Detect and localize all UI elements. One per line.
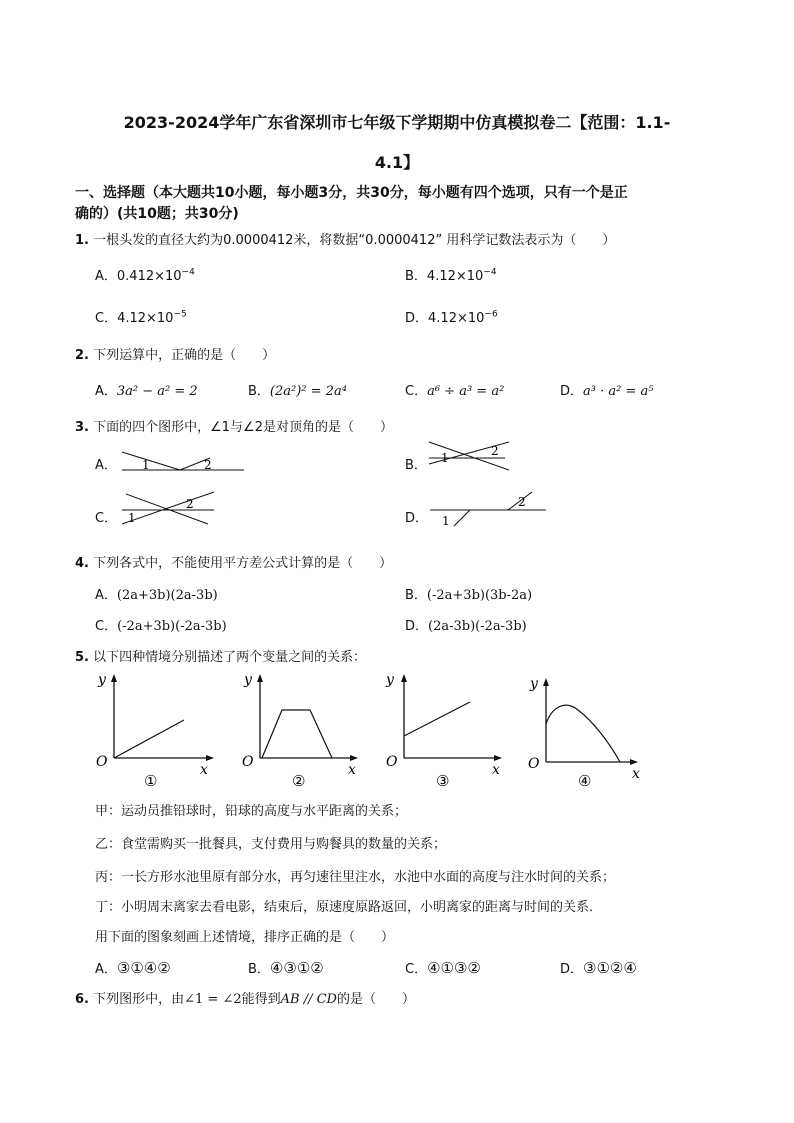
q1-option-b[interactable] bbox=[405, 265, 497, 284]
option-expression: (2a+3b)(2a-3b) bbox=[116, 588, 218, 603]
option-label: B． bbox=[248, 384, 270, 399]
x-axis-label: x bbox=[348, 762, 356, 778]
option-expression: a³ · a² = a⁵ bbox=[583, 384, 654, 399]
q3-option-c-label[interactable]: C． bbox=[95, 511, 118, 526]
q3-figure-a bbox=[118, 442, 248, 476]
question-text-pre: 下列图形中，由 bbox=[93, 992, 185, 1007]
scenario-bing: 丙：一长方形水池里原有部分水，再匀速往里注水，水池中水面的高度与注水时间的关系； bbox=[95, 870, 616, 885]
q4-option-b[interactable] bbox=[405, 584, 532, 603]
question-expression-2: AB // CD bbox=[280, 992, 337, 1007]
option-label: D． bbox=[405, 619, 429, 634]
question-text: 下列各式中，不能使用平方差公式计算的是（ ） bbox=[93, 556, 393, 571]
option-expression: (-2a+3b)(3b-2a) bbox=[426, 588, 533, 603]
scenario-yi: 乙：食堂需购买一批餐具，支付费用与购餐具的数量的关系； bbox=[95, 837, 447, 852]
x-axis-label: x bbox=[200, 762, 208, 778]
question-text: 下面的四个图形中，∠1与∠2是对顶角的是（ ） bbox=[93, 420, 393, 435]
scenario-jia: 甲：运动员推铅球时，铅球的高度与水平距离的关系； bbox=[95, 804, 408, 819]
option-exponent: −4 bbox=[483, 267, 497, 278]
q5-subquestion: 用下面的图象刻画上述情境，排序正确的是（ ） bbox=[95, 930, 395, 945]
question-1 bbox=[75, 229, 615, 248]
question-text: 下列运算中，正确的是（ ） bbox=[93, 348, 276, 363]
q2-option-c[interactable] bbox=[405, 380, 504, 399]
question-number: 4. bbox=[75, 556, 89, 571]
q5-graph-2 bbox=[236, 670, 366, 790]
q3-figure-c bbox=[118, 488, 218, 528]
question-number: 3. bbox=[75, 420, 89, 435]
q5-option-c[interactable] bbox=[405, 958, 481, 977]
question-2 bbox=[75, 344, 275, 363]
option-expression: a⁶ ÷ a³ = a² bbox=[427, 384, 505, 399]
question-number: 6. bbox=[75, 992, 89, 1007]
option-exponent: −5 bbox=[173, 309, 187, 320]
graph-label: ② bbox=[292, 772, 306, 790]
question-text-mid: 能得到 bbox=[241, 992, 281, 1007]
origin-label: O bbox=[96, 754, 108, 770]
page-title: 2023-2024学年广东省深圳市七年级下学期期中仿真模拟卷二【范围：1.1- bbox=[123, 113, 671, 132]
angle-label: 1 bbox=[128, 511, 136, 525]
q5-graph-4 bbox=[524, 670, 654, 790]
option-label: B． bbox=[405, 269, 427, 284]
angle-label: 2 bbox=[186, 497, 194, 511]
section-heading-cont: 确的）(共10题；共30分) bbox=[75, 206, 239, 222]
q2-option-b[interactable] bbox=[248, 380, 347, 399]
question-text: 一根头发的直径大约为0.0000412米，将数据“0.0000412” 用科学记数法表示为（ ） bbox=[93, 233, 616, 248]
option-expression: (-2a+3b)(-2a-3b) bbox=[117, 619, 227, 634]
option-label: B． bbox=[405, 588, 427, 603]
q2-option-d[interactable] bbox=[560, 380, 653, 399]
question-4 bbox=[75, 552, 392, 571]
graph-label: ③ bbox=[436, 772, 450, 790]
origin-label: O bbox=[528, 756, 540, 772]
option-label: C． bbox=[405, 962, 428, 977]
question-number: 1. bbox=[75, 233, 89, 248]
option-label: D． bbox=[405, 311, 429, 326]
q3-figure-d bbox=[428, 490, 548, 530]
question-number: 2. bbox=[75, 348, 89, 363]
option-base: 4.12×10 bbox=[426, 269, 484, 284]
option-value: ④①③② bbox=[427, 959, 481, 977]
q5-graph-1 bbox=[92, 670, 222, 790]
option-expression: (2a²)² = 2a⁴ bbox=[269, 384, 347, 399]
graph-label: ④ bbox=[578, 772, 592, 790]
question-text-post: 的是（ ） bbox=[336, 992, 415, 1007]
option-label: A． bbox=[95, 588, 117, 603]
option-label: A． bbox=[95, 962, 117, 977]
option-value: ④③①② bbox=[269, 959, 324, 977]
graph-label: ① bbox=[144, 772, 158, 790]
question-text: 以下四种情境分别描述了两个变量之间的关系： bbox=[93, 650, 367, 665]
origin-label: O bbox=[242, 754, 254, 770]
question-5 bbox=[75, 646, 366, 665]
option-expression: 3a² − a² = 2 bbox=[116, 384, 198, 399]
option-label: B． bbox=[248, 962, 270, 977]
q4-option-d[interactable] bbox=[405, 615, 527, 634]
angle-label: 1 bbox=[142, 458, 150, 472]
origin-label: O bbox=[386, 754, 398, 770]
question-number: 5. bbox=[75, 650, 89, 665]
scenario-ding: 丁：小明周末离家去看电影，结束后，原速度原路返回，小明离家的距离与时间的关系． bbox=[95, 900, 603, 915]
option-label: C． bbox=[405, 384, 428, 399]
y-axis-label: y bbox=[98, 672, 106, 688]
y-axis-label: y bbox=[244, 672, 252, 688]
angle-label: 1 bbox=[442, 514, 450, 528]
q2-option-a[interactable] bbox=[95, 380, 198, 399]
angle-label: 2 bbox=[491, 444, 499, 458]
option-exponent: −4 bbox=[181, 267, 195, 278]
y-axis-label: y bbox=[386, 672, 394, 688]
q5-option-b[interactable] bbox=[248, 958, 324, 977]
option-label: C． bbox=[95, 311, 118, 326]
option-label: D． bbox=[560, 962, 584, 977]
angle-label: 2 bbox=[518, 495, 526, 509]
option-base: 4.12×10 bbox=[428, 311, 485, 326]
question-expression: ∠1 = ∠2 bbox=[184, 992, 242, 1007]
q3-figure-b bbox=[425, 438, 515, 472]
q5-option-a[interactable] bbox=[95, 958, 171, 977]
option-base: 4.12×10 bbox=[117, 311, 174, 326]
option-exponent: −6 bbox=[484, 309, 498, 320]
q3-option-d-label[interactable]: D． bbox=[405, 511, 429, 526]
q1-option-c[interactable] bbox=[95, 307, 187, 326]
option-label: D． bbox=[560, 384, 584, 399]
option-base: 0.412×10 bbox=[116, 269, 182, 284]
option-label: A． bbox=[95, 384, 117, 399]
question-6 bbox=[75, 988, 415, 1007]
option-value: ③①②④ bbox=[583, 959, 637, 977]
q5-graph-3 bbox=[380, 670, 510, 790]
page-title-continued: 4.1】 bbox=[374, 153, 420, 172]
x-axis-label: x bbox=[492, 762, 500, 778]
question-3 bbox=[75, 416, 393, 435]
q3-option-a-label[interactable]: A． bbox=[95, 458, 117, 473]
option-label: A． bbox=[95, 269, 117, 284]
section-heading: 一、选择题（本大题共10小题，每小题3分，共30分，每小题有四个选项，只有一个是正 bbox=[75, 185, 628, 201]
q3-option-b-label[interactable]: B． bbox=[405, 458, 427, 473]
q5-option-d[interactable] bbox=[560, 958, 637, 977]
option-label: C． bbox=[95, 619, 118, 634]
q4-option-a[interactable] bbox=[95, 584, 218, 603]
x-axis-label: x bbox=[632, 766, 640, 782]
q4-option-c[interactable] bbox=[95, 615, 227, 634]
angle-label: 1 bbox=[441, 451, 449, 465]
q1-option-d[interactable] bbox=[405, 307, 498, 326]
y-axis-label: y bbox=[530, 676, 538, 692]
q1-option-a[interactable] bbox=[95, 265, 195, 284]
option-value: ③①④② bbox=[116, 959, 171, 977]
angle-label: 2 bbox=[204, 458, 212, 472]
option-expression: (2a-3b)(-2a-3b) bbox=[428, 619, 527, 634]
